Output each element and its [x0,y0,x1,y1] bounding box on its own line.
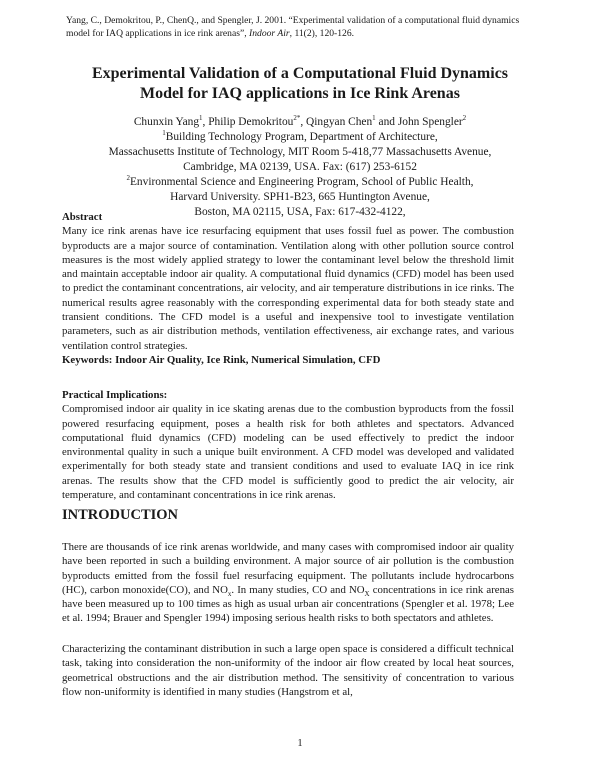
practical-text: Compromised indoor air quality in ice skating arenas due to the combustion byproducts from the fossil powered resurfacing equipment, poses a health risk for both athletes and spectators. Advanced computational fluid dynamics (CFD) modeling can be used effectively to predict the indoor environmental quality in such a unique built environment. A CFD model was developed and validated experimentally for both steady state and transient conditions and used to evaluate IAQ in ice rink arenas. The results show that the CFD model is sufficiently good to predict the air velocity, air temperature, and contaminant concentrations in ice rink arenas. [62,403,514,502]
abstract-heading: Abstract [62,211,103,223]
affiliation-2-sup: 2 [126,174,130,183]
author-chen: , Qingyan Chen [300,116,373,128]
intro-p1-subscript-1: x [227,590,232,599]
intro-p1-part-b: . In many studies, CO and NO [231,583,365,596]
author-demokritou-sup: 2* [293,114,301,123]
paper-title [60,64,540,104]
affiliation-2-line-2: Harvard University. SPH1-B23, 665 Huntington Avenue, [170,191,430,203]
affiliation-2-line-1 [60,175,540,190]
author-demokritou: , Philip Demokritou [202,116,294,128]
intro-p1-subscript-2: X [364,590,370,599]
affiliation-2-line-3: Boston, MA 02115, USA, Fax: 617-432-4122, [194,206,406,218]
introduction-paragraph-2: Characterizing the contaminant distribution in such a large open space is considered a difficult technical task, taking into consideration the non-uniformity of the indoor air flow created by local heat sources, geometrical obstructions and the air distribution method. The sensitivity of concentration to various flow non-uniformity is identified in many studies (Hangstrom et al, [62,643,514,698]
introduction-heading: INTRODUCTION [62,507,179,523]
author-names [60,115,540,130]
author-block [60,115,540,220]
practical-heading: Practical Implications: [62,389,168,401]
introduction-section [62,508,514,522]
author-chen-sup: 1 [372,114,376,123]
abstract-section [62,210,514,367]
introduction-paragraph-1-block [62,540,514,626]
practical-implications-section [62,388,514,502]
affiliation-2-text-1: Environmental Science and Engineering Program, School of Public Health, [129,176,474,188]
author-yang-sup: 1 [199,114,203,123]
title-line-2: Model for IAQ applications in Ice Rink Arenas [140,85,460,102]
author-spengler: and John Spengler [375,116,463,128]
affiliation-1-line-2: Massachusetts Institute of Technology, MIT Room 5-418,77 Massachusetts Avenue, [108,146,492,158]
introduction-paragraph-2-block [62,642,514,699]
introduction-paragraph-1 [62,540,514,626]
affiliation-1-line-1 [60,130,540,145]
page-number: 1 [297,738,303,749]
author-spengler-sup: 2 [462,114,467,123]
author-yang: Chunxin Yang [133,116,200,128]
affiliation-1-line-3: Cambridge, MA 02139, USA. Fax: (617) 253-6152 [183,161,417,173]
citation-volume: , 11(2), 120-126. [289,28,355,39]
abstract-text: Many ice rink arenas have ice resurfacing equipment that uses fossil fuel as power. The combustion byproducts are a major source of contamination. Ventilation along with other pollution source control measures is the most widely applied strategy to lower the contaminant level below the threshold limit and maintain acceptable indoor air quality. A computational fluid dynamics (CFD) model has been used to predict the contaminant concentrations, air velocity, and air temperature distributions in ice rinks. The numerical results agree reasonably with the corresponding experimental data for both steady state and transient conditions. The CFD model is a useful and inexpensive tool to investigate ventilation parameters, such as air distribution methods, ventilation effectiveness, air exchange rates, and various ventilation control strategies. [62,225,514,352]
intro-p1-part-c: concentrations in ice rink arenas have been measured up to 100 times as high as usual urban air concentrations (Spengler et al. 1978; Lee et al. 1994; Brauer and Spengler 1994) imposing serious health risks to both spectators and athletes. [62,583,514,625]
affiliation-1-text-1: Building Technology Program, Department of Architecture, [165,131,438,143]
citation-journal: Indoor Air [249,28,290,39]
intro-p1-part-a: There are thousands of ice rink arenas worldwide, and many cases with compromised indoor air quality have been reported in such a building environment. A major source of air pollution is the combustion byproducts emitted from the fossil fuel resurfacing equipment. The pollutants include hydrocarbons (HC), carbon monoxide(CO), and NO [62,541,514,596]
affiliation-1-sup: 1 [162,129,166,138]
keywords-line: Keywords: Indoor Air Quality, Ice Rink, Numerical Simulation, CFD [62,353,381,366]
title-line-1: Experimental Validation of a Computational Fluid Dynamics [91,65,509,82]
citation-text: Yang, C., Demokritou, P., ChenQ., and Spengler, J. 2001. “Experimental validation of a computational fluid dynamics model for IAQ applications in ice rink arenas”, [66,15,520,39]
citation-header [66,14,536,40]
